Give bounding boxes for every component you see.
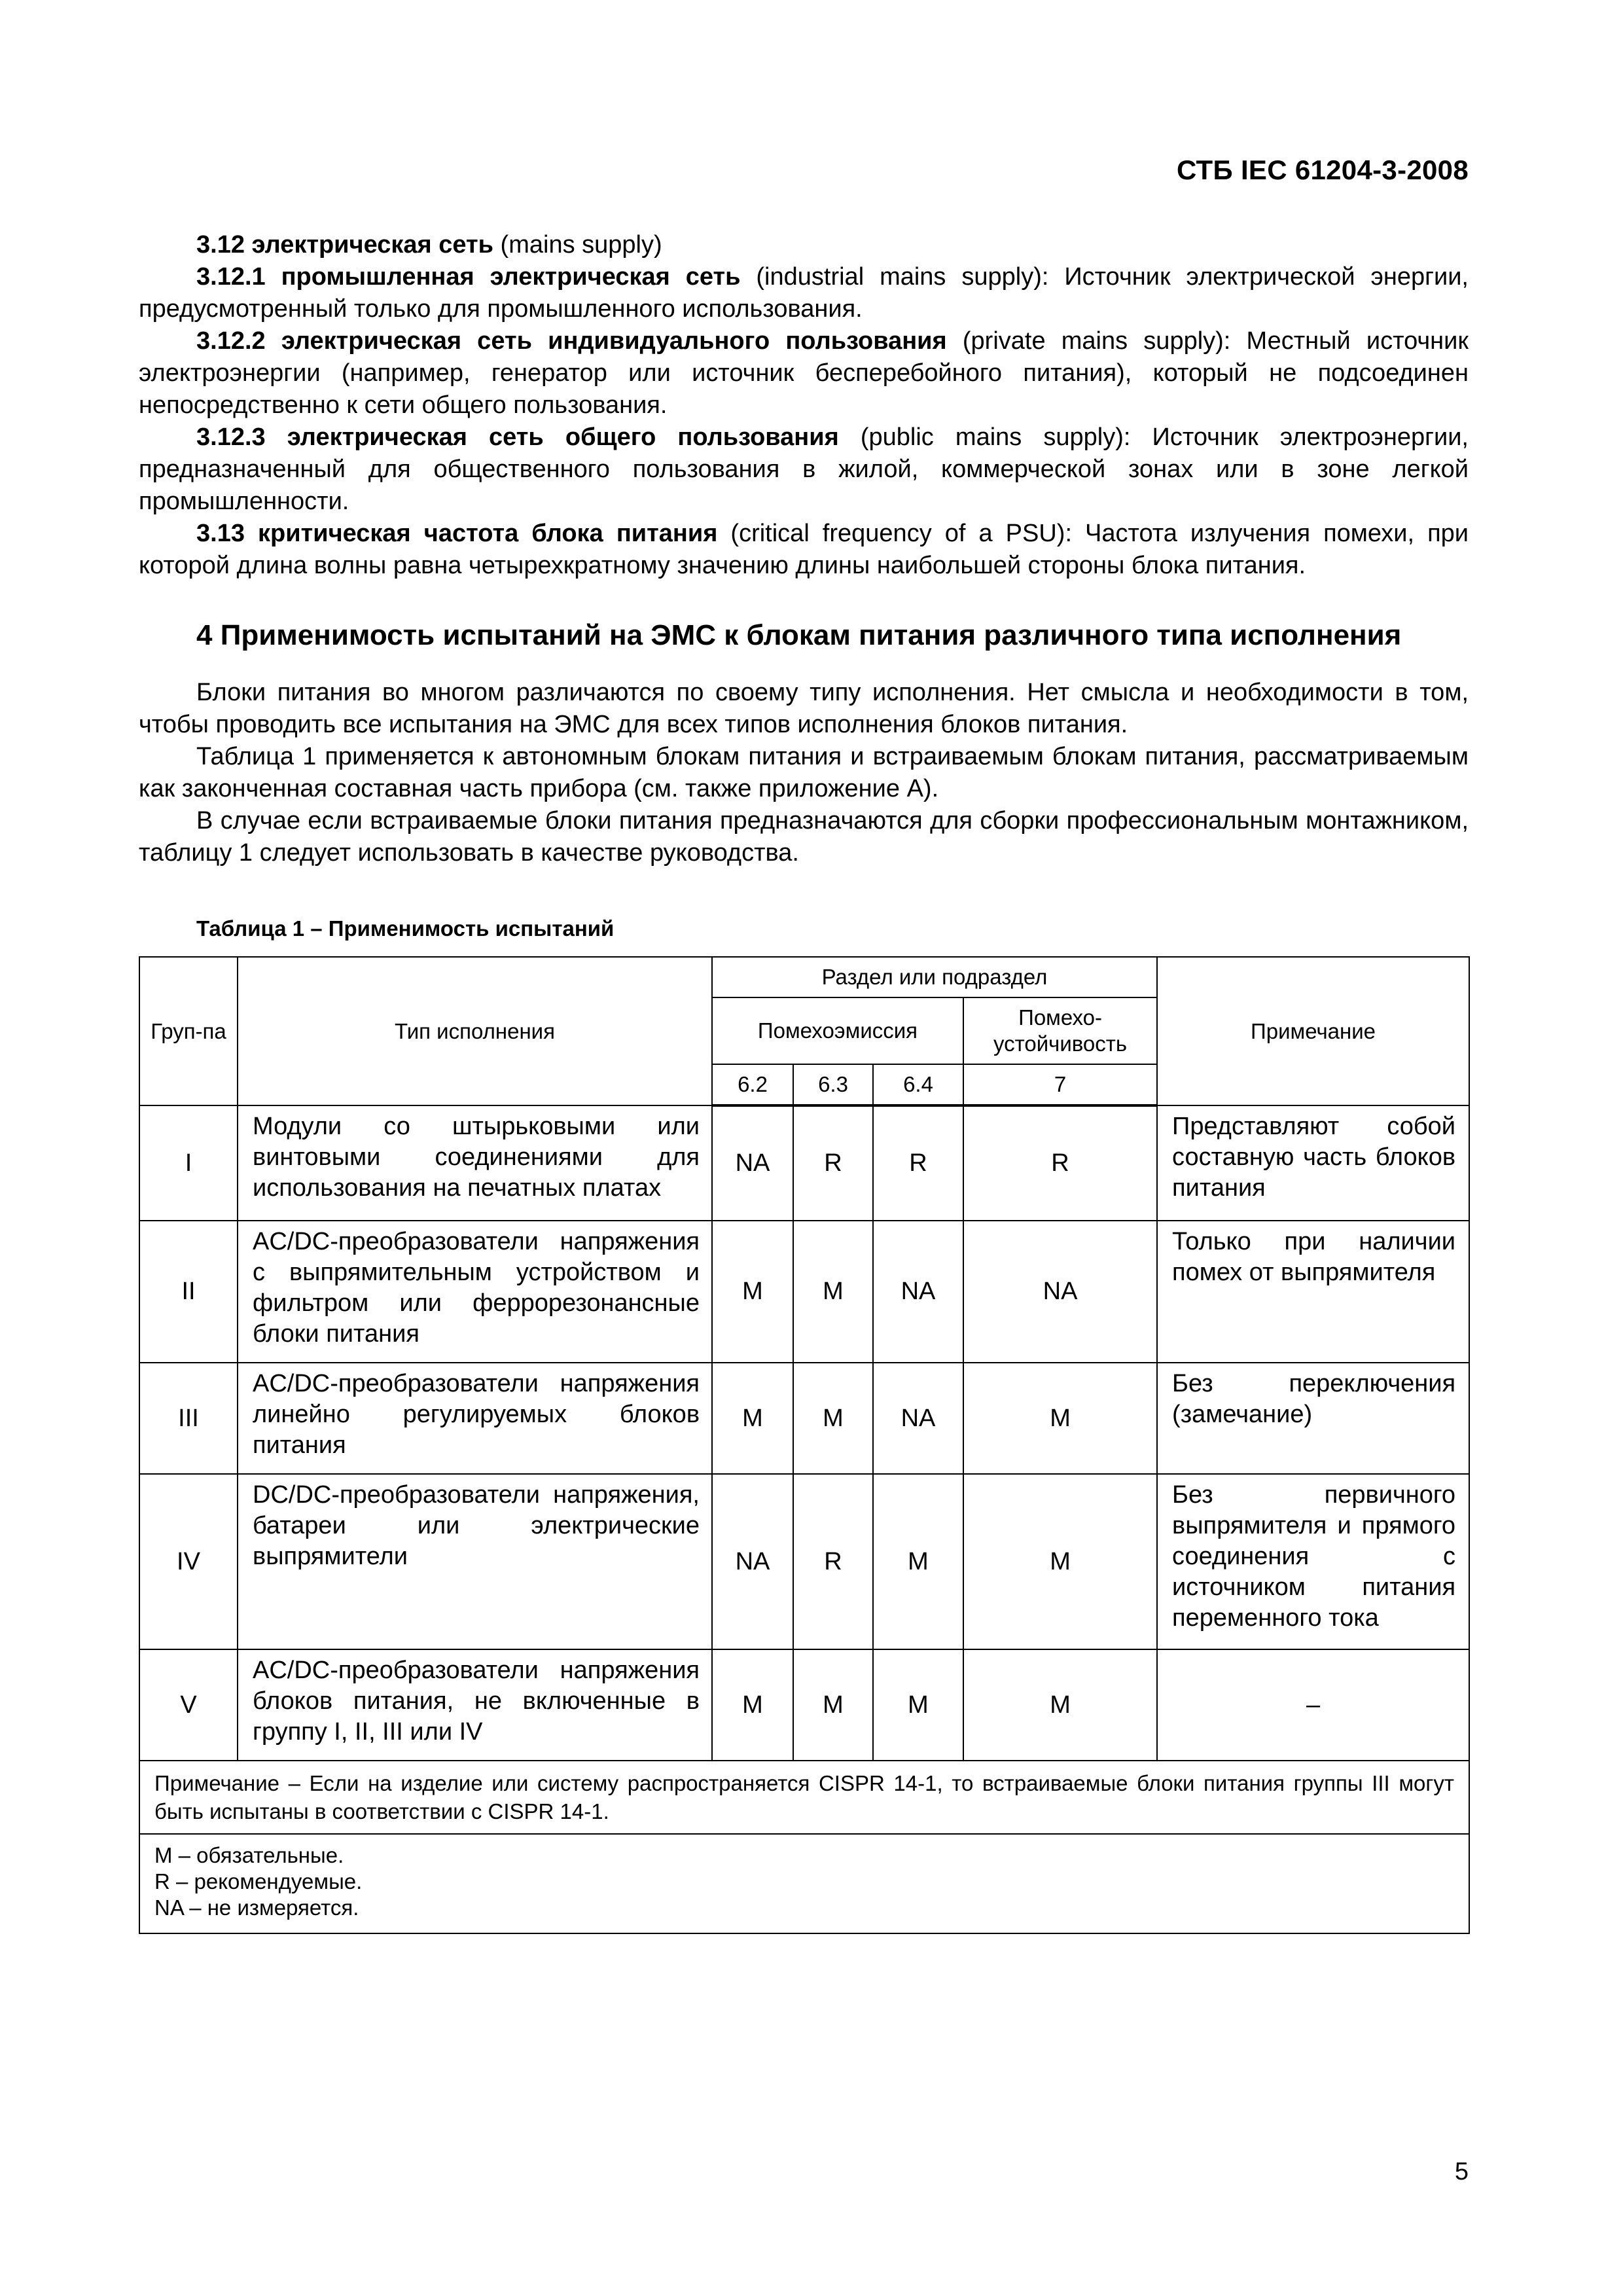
cell-7: NA (963, 1221, 1157, 1363)
cell-group: V (139, 1649, 238, 1761)
page-number: 5 (1454, 2158, 1469, 2185)
cell-note: Без первичного выпрямителя и прямого соединения с источником питания переменного тока (1157, 1474, 1469, 1649)
definition-term: 3.12.2 электрическая сеть индивидуального пользования (196, 327, 947, 355)
page-content (139, 229, 1469, 1934)
legend-item: NA – не измеряется. (154, 1895, 359, 1920)
cell-note: Представляют собой составную часть блоков питания (1157, 1105, 1469, 1221)
cell-6-3: M (793, 1221, 873, 1363)
document-code: СТБ IEC 61204-3-2008 (1176, 154, 1469, 185)
table-legend (139, 1834, 1469, 1933)
cell-type: Модули со штырьковыми или винтовыми соединениями для использования на печатных платах (238, 1105, 712, 1221)
cell-6-4: M (873, 1474, 963, 1649)
table-caption: Таблица 1 – Применимость испытаний (196, 916, 615, 941)
cell-type: AC/DC-преобразователи напряжения линейно регулируемых блоков питания (238, 1363, 712, 1474)
cell-6-4: R (873, 1105, 963, 1221)
header-group: Груп-па (139, 957, 238, 1105)
section-4-paragraph: Таблица 1 применяется к автономным блокам питания и встраиваемым блокам питания, рассматриваемым как законченная составная часть прибора (см. также приложение А). (139, 743, 1469, 802)
cell-6-4: NA (873, 1221, 963, 1363)
header-type: Тип исполнения (238, 957, 712, 1105)
cell-6-2: M (712, 1221, 793, 1363)
definition-3-13: 3.13 критическая частота блока питания (critical frequency of a PSU): Частота излучения помехи, при которой длина волны равна четырехкратному значению длины наибольшей стороны блока питания. (139, 520, 1469, 579)
definition-term: 3.12 электрическая сеть (196, 231, 493, 259)
cell-6-4: NA (873, 1363, 963, 1474)
definition-term: 3.12.1 промышленная электрическая сеть (196, 263, 741, 291)
definition-3-12: 3.12 электрическая сеть (mains supply) (196, 231, 662, 259)
cell-7: M (963, 1649, 1157, 1761)
cell-group: I (139, 1105, 238, 1221)
table-row (139, 1363, 1469, 1474)
section-4-heading: 4 Применимость испытаний на ЭМС к блокам питания различного типа исполнения (196, 619, 1402, 651)
cell-7: M (963, 1363, 1157, 1474)
header-6-3: 6.3 (793, 1064, 873, 1105)
section-4-paragraph: Блоки питания во многом различаются по своему типу исполнения. Нет смысла и необходимости в том, чтобы проводить все испытания на ЭМС для всех типов исполнения блоков питания. (139, 679, 1469, 738)
definition-3-12-1: 3.12.1 промышленная электрическая сеть (industrial mains supply): Источник электрической энергии, предусмотренный только для промышленного использования. (139, 263, 1469, 323)
legend-item: R – рекомендуемые. (154, 1869, 363, 1893)
cell-6-2: M (712, 1649, 793, 1761)
cell-7: R (963, 1105, 1157, 1221)
cell-group: II (139, 1221, 238, 1363)
cell-6-3: R (793, 1105, 873, 1221)
cell-note: Только при наличии помех от выпрямителя (1157, 1221, 1469, 1363)
cell-7: M (963, 1474, 1157, 1649)
section-4-paragraph: В случае если встраиваемые блоки питания предназначаются для сборки профессиональным монтажником, таблицу 1 следует использовать в качестве руководства. (139, 807, 1469, 867)
table-row (139, 1649, 1469, 1761)
cell-note: – (1157, 1649, 1469, 1761)
table-row (139, 1105, 1469, 1221)
cell-type: AC/DC-преобразователи напряжения блоков питания, не включенные в группу I, II, III или IV (238, 1649, 712, 1761)
cell-6-4: M (873, 1649, 963, 1761)
cell-type: DC/DC-преобразователи напряжения, батареи или электрические выпрямители (238, 1474, 712, 1649)
cell-6-3: M (793, 1649, 873, 1761)
legend-item: М – обязательные. (154, 1843, 344, 1867)
definition-term: 3.13 критическая частота блока питания (196, 520, 718, 547)
cell-group: IV (139, 1474, 238, 1649)
table-footnote: Примечание – Если на изделие или систему распространяется CISPR 14-1, то встраиваемые блоки питания группы III могут быть испытаны в соответствии с CISPR 14-1. (139, 1761, 1469, 1834)
header-note: Примечание (1157, 957, 1469, 1105)
cell-6-2: NA (712, 1105, 793, 1221)
cell-6-3: M (793, 1363, 873, 1474)
table-row (139, 1221, 1469, 1363)
cell-6-2: M (712, 1363, 793, 1474)
header-immunity: Помехо-устойчивость (963, 997, 1157, 1064)
applicability-table (139, 956, 1470, 1934)
header-6-2: 6.2 (712, 1064, 793, 1105)
definition-3-12-3: 3.12.3 электрическая сеть общего пользования (public mains supply): Источник электроэнергии, предназначенный для общественного пользования в жилой, коммерческой зонах или в зоне легкой промышленности. (139, 423, 1469, 515)
cell-note: Без переключения (замечание) (1157, 1363, 1469, 1474)
header-6-4: 6.4 (873, 1064, 963, 1105)
header-section: Раздел или подраздел (712, 957, 1157, 997)
definition-term: 3.12.3 электрическая сеть общего пользования (196, 423, 839, 451)
header-emission: Помехоэмиссия (712, 997, 963, 1064)
cell-group: III (139, 1363, 238, 1474)
table-row (139, 1474, 1469, 1649)
header-7: 7 (963, 1064, 1157, 1105)
definition-3-12-2: 3.12.2 электрическая сеть индивидуального пользования (private mains supply): Местный источник электроэнергии (например, генератор или источник бесперебойного питания), который не подсоединен непосредственно к сети общего пользования. (139, 327, 1469, 419)
cell-type: AC/DC-преобразователи напряжения с выпрямительным устройством и фильтром или феррорезонансные блоки питания (238, 1221, 712, 1363)
cell-6-3: R (793, 1474, 873, 1649)
cell-6-2: NA (712, 1474, 793, 1649)
